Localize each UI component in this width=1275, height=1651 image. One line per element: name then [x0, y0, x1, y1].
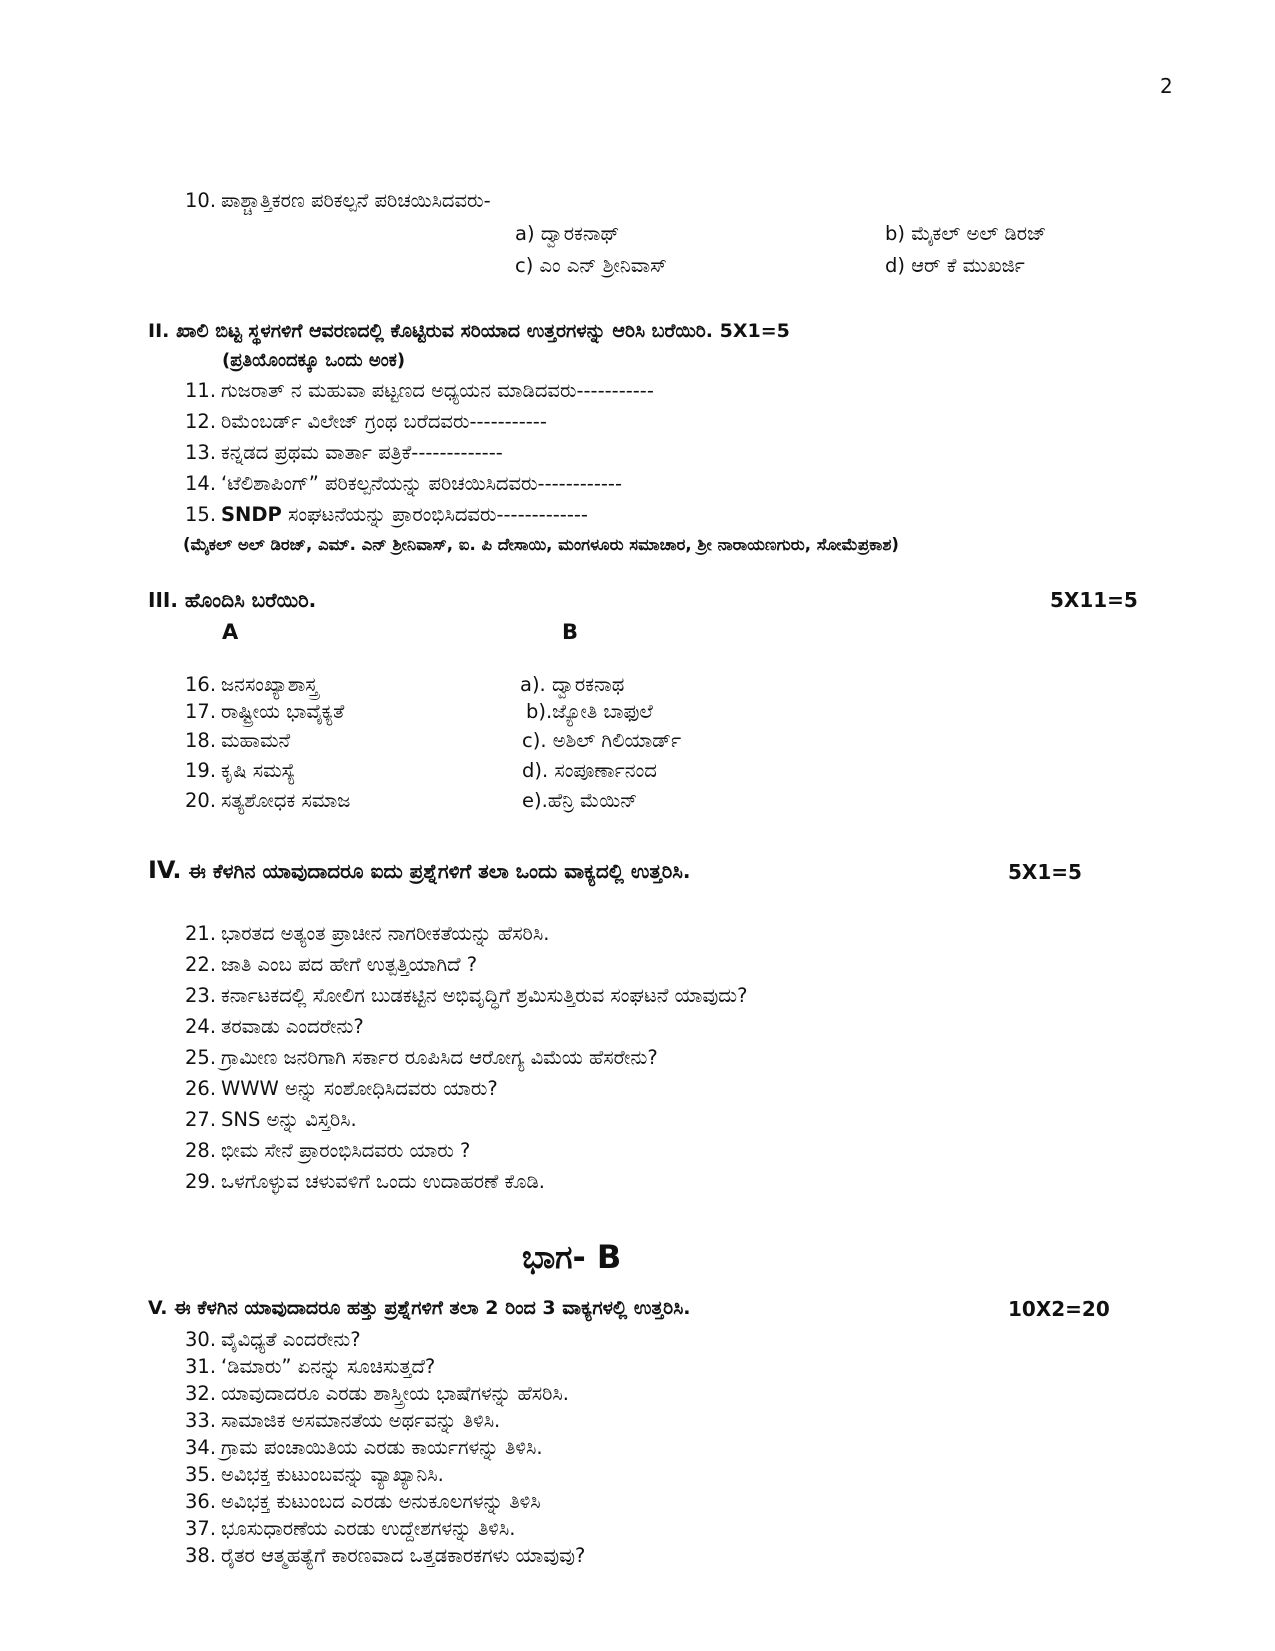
question-31	[185, 1355, 435, 1378]
question-number: 26.	[185, 1077, 217, 1100]
question-26	[185, 1077, 498, 1100]
question-number: 18.	[185, 729, 217, 752]
section-5-heading: V. ಈ ಕೆಳಗಿನ ಯಾವುದಾದರೂ ಹತ್ತು ಪ್ರಶ್ನೆಗಳಿಗೆ ತಲಾ 2 ರಿಂದ 3 ವಾಕ್ಯಗಳಲ್ಲಿ ಉತ್ತರಿಸಿ.	[148, 1297, 691, 1319]
section-3-heading: III. ಹೊಂದಿಸಿ ಬರೆಯಿರಿ.	[148, 588, 317, 612]
section-2-subheading: (ಪ್ರತಿಯೊಂದಕ್ಕೂ ಒಂದು ಅಂಕ)	[222, 350, 406, 371]
page-number: 2	[1160, 74, 1173, 98]
column-b-heading: B	[562, 620, 579, 644]
option-d: d) ಆರ್ ಕೆ ಮುಖರ್ಜಿ	[885, 254, 1025, 277]
question-number: 29.	[185, 1170, 217, 1193]
question-11	[185, 379, 654, 402]
question-text: ಭೂಸುಧಾರಣೆಯ ಎರಡು ಉದ್ದೇಶಗಳನ್ನು ತಿಳಿಸಿ.	[221, 1517, 516, 1540]
question-text: WWW ಅನ್ನು ಸಂಶೋಧಿಸಿದವರು ಯಾರು?	[221, 1077, 498, 1100]
question-number: 22.	[185, 953, 217, 976]
question-text: ಯಾವುದಾದರೂ ಎರಡು ಶಾಸ್ತ್ರೀಯ ಭಾಷೆಗಳನ್ನು ಹೆಸರಿಸಿ.	[221, 1382, 569, 1405]
question-text: ಭಾರತದ ಅತ್ಯಂತ ಪ್ರಾಚೀನ ನಾಗರೀಕತೆಯನ್ನು ಹೆಸರಿಸಿ.	[221, 922, 550, 945]
question-38	[185, 1544, 585, 1567]
question-number: 37.	[185, 1517, 217, 1540]
question-text: ತರವಾಡು ಎಂದರೇನು?	[221, 1015, 364, 1038]
match-row-19	[185, 759, 296, 782]
question-text: ಕನ್ನಡದ ಪ್ರಥಮ ವಾರ್ತಾ ಪತ್ರಿಕೆ-------------	[221, 441, 503, 464]
question-text: ಕರ್ನಾಟಕದಲ್ಲಿ ಸೋಲಿಗ ಬುಡಕಟ್ಟಿನ ಅಭಿವೃದ್ಧಿಗೆ ಶ್ರಮಿಸುತ್ತಿರುವ ಸಂಘಟನೆ ಯಾವುದು?	[221, 984, 748, 1007]
column-b-item: d). ಸಂಪೂರ್ಣಾನಂದ	[522, 759, 657, 782]
section-4-marks: 5X1=5	[1008, 860, 1082, 884]
question-30	[185, 1328, 361, 1351]
question-number: 21.	[185, 922, 217, 945]
question-number: 19.	[185, 759, 217, 782]
section-numeral: IV.	[148, 856, 182, 884]
question-text: ಪಾಶ್ಚಾತ್ತಿಕರಣ ಪರಿಕಲ್ಪನೆ ಪರಿಚಯಿಸಿದವರು-	[221, 189, 491, 212]
question-number: 34.	[185, 1436, 217, 1459]
question-33	[185, 1409, 500, 1432]
question-number: 32.	[185, 1382, 217, 1405]
option-a: a) ದ್ವಾರಕನಾಥ್	[515, 222, 620, 245]
column-b-item: a). ದ್ವಾರಕನಾಥ	[520, 673, 625, 696]
question-12	[185, 410, 547, 433]
column-a-heading: A	[222, 620, 239, 644]
match-row-16	[185, 673, 318, 696]
question-text: ರೈತರ ಆತ್ಮಹತ್ಯೆಗೆ ಕಾರಣವಾದ ಒತ್ತಡಕಾರಕಗಳು ಯಾವುವು?	[221, 1544, 586, 1567]
question-24	[185, 1015, 364, 1038]
column-a-item: ಸತ್ಯಶೋಧಕ ಸಮಾಜ	[221, 789, 351, 812]
column-a-item: ಮಹಾಮನೆ	[221, 729, 291, 752]
question-acronym: SNDP	[221, 503, 282, 526]
column-b-item: e).ಹೆನ್ರಿ ಮೆಯಿನ್	[522, 789, 638, 812]
section-3-marks: 5X11=5	[1050, 588, 1138, 612]
question-number: 14.	[185, 472, 217, 495]
question-text: SNS ಅನ್ನು ವಿಸ್ತರಿಸಿ.	[221, 1108, 357, 1131]
part-b-title: ಭಾಗ- B	[522, 1238, 622, 1276]
question-15	[185, 503, 588, 526]
question-text: ‘ಡಿಮಾರು” ಏನನ್ನು ಸೂಚಿಸುತ್ತದೆ?	[221, 1355, 436, 1378]
question-text: ರಿಮೆಂಬರ್ಡ್ ವಿಲೇಜ್ ಗ್ರಂಥ ಬರೆದವರು-----------	[221, 410, 547, 433]
question-text: ಗ್ರಾಮೀಣ ಜನರಿಗಾಗಿ ಸರ್ಕಾರ ರೂಪಿಸಿದ ಆರೋಗ್ಯ ವಿಮೆಯ ಹೆಸರೇನು?	[221, 1046, 658, 1069]
question-text: ಗ್ರಾಮ ಪಂಚಾಯಿತಿಯ ಎರಡು ಕಾರ್ಯಗಳನ್ನು ತಿಳಿಸಿ.	[221, 1436, 543, 1459]
question-28	[185, 1139, 470, 1162]
column-a-item: ಕೃಷಿ ಸಮಸ್ಯೆ	[221, 759, 296, 782]
question-number: 25.	[185, 1046, 217, 1069]
question-21	[185, 922, 549, 945]
column-b-item: c). ಅಶಿಲ್ ಗಿಲಿಯಾರ್ಡ್	[522, 729, 682, 752]
question-text: ಗುಜರಾತ್ ನ ಮಹುವಾ ಪಟ್ಟಣದ ಅಧ್ಯಯನ ಮಾಡಿದವರು-----------	[221, 379, 654, 402]
column-a-item: ಜನಸಂಖ್ಯಾಶಾಸ್ತ್ರ	[221, 673, 318, 696]
question-34	[185, 1436, 543, 1459]
question-number: 17.	[185, 700, 217, 723]
option-c: c) ಎಂ ಎನ್ ಶ್ರೀನಿವಾಸ್	[515, 254, 667, 277]
question-number: 36.	[185, 1490, 217, 1513]
match-row-20	[185, 789, 350, 812]
section-4-heading	[148, 856, 691, 884]
question-text: ಒಳಗೊಳ್ಳುವ ಚಳುವಳಿಗೆ ಒಂದು ಉದಾಹರಣೆ ಕೊಡಿ.	[221, 1170, 545, 1193]
question-number: 38.	[185, 1544, 217, 1567]
question-number: 11.	[185, 379, 217, 402]
section-5-marks: 10X2=20	[1008, 1297, 1110, 1321]
word-bank: (ಮೈಕಲ್ ಅಲ್ ಡಿರಜ್, ಎಮ್. ಎನ್ ಶ್ರೀನಿವಾಸ್, ಐ. ಪಿ ದೇಸಾಯಿ, ಮಂಗಳೂರು ಸಮಾಚಾರ, ಶ್ರೀ ನಾರಾಯಣಗುರು, ಸೋಮೆಪ್ರಕಾಶ)	[183, 535, 899, 554]
question-number: 28.	[185, 1139, 217, 1162]
question-number: 30.	[185, 1328, 217, 1351]
question-29	[185, 1170, 545, 1193]
question-36	[185, 1490, 541, 1513]
question-number: 15.	[185, 503, 217, 526]
question-text: ಭೀಮ ಸೇನೆ ಪ್ರಾರಂಭಿಸಿದವರು ಯಾರು ?	[221, 1139, 471, 1162]
question-number: 27.	[185, 1108, 217, 1131]
option-b: b) ಮೈಕಲ್ ಅಲ್ ಡಿರಜ್	[885, 222, 1047, 245]
question-14	[185, 472, 622, 495]
question-37	[185, 1517, 515, 1540]
column-b-item: b).ಜ್ಯೋತಿ ಬಾಫುಲೆ	[526, 700, 653, 723]
section-2-heading: II. ಖಾಲಿ ಬಿಟ್ಟ ಸ್ಥಳಗಳಿಗೆ ಆವರಣದಲ್ಲಿ ಕೊಟ್ಟಿರುವ ಸರಿಯಾದ ಉತ್ತರಗಳನ್ನು ಆರಿಸಿ ಬರೆಯಿರಿ. 5X1=5	[148, 320, 790, 342]
question-22	[185, 953, 477, 976]
question-25	[185, 1046, 658, 1069]
section-title: ಈ ಕೆಳಗಿನ ಯಾವುದಾದರೂ ಐದು ಪ್ರಶ್ನೆಗಳಿಗೆ ತಲಾ ಒಂದು ವಾಕ್ಯದಲ್ಲಿ ಉತ್ತರಿಸಿ.	[181, 859, 691, 883]
question-number: 33.	[185, 1409, 217, 1432]
question-number: 35.	[185, 1463, 217, 1486]
question-text: ಜಾತಿ ಎಂಬ ಪದ ಹೇಗೆ ಉತ್ಪತ್ತಿಯಾಗಿದೆ ?	[221, 953, 478, 976]
question-27	[185, 1108, 357, 1131]
question-text: ಅವಿಭಕ್ತ ಕುಟುಂಬವನ್ನು ವ್ಯಾಖ್ಯಾನಿಸಿ.	[221, 1463, 444, 1486]
question-number: 16.	[185, 673, 217, 696]
question-13	[185, 441, 503, 464]
question-number: 20.	[185, 789, 217, 812]
question-text: ‘ಟೆಲಿಶಾಪಿಂಗ್” ಪರಿಕಲ್ಪನೆಯನ್ನು ಪರಿಚಯಿಸಿದವರು------------	[221, 472, 622, 495]
question-text: ವೈವಿಧ್ಯತೆ ಎಂದರೇನು?	[221, 1328, 361, 1351]
column-a-item: ರಾಷ್ಟ್ರೀಯ ಭಾವೈಕ್ಯತೆ	[221, 700, 345, 723]
match-row-17	[185, 700, 344, 723]
question-number: 13.	[185, 441, 217, 464]
question-text: ಸಂಘಟನೆಯನ್ನು ಪ್ರಾರಂಭಿಸಿದವರು-------------	[281, 503, 588, 526]
question-number: 23.	[185, 984, 217, 1007]
question-number: 31.	[185, 1355, 217, 1378]
question-number: 12.	[185, 410, 217, 433]
question-number: 10.	[185, 189, 217, 212]
match-row-18	[185, 729, 290, 752]
question-32	[185, 1382, 569, 1405]
question-23	[185, 984, 747, 1007]
question-text: ಅವಿಭಕ್ತ ಕುಟುಂಬದ ಎರಡು ಅನುಕೂಲಗಳನ್ನು ತಿಳಿಸಿ	[221, 1490, 541, 1513]
question-10	[185, 189, 491, 212]
question-number: 24.	[185, 1015, 217, 1038]
question-35	[185, 1463, 444, 1486]
question-text: ಸಾಮಾಜಿಕ ಅಸಮಾನತೆಯ ಅರ್ಥವನ್ನು ತಿಳಿಸಿ.	[221, 1409, 501, 1432]
